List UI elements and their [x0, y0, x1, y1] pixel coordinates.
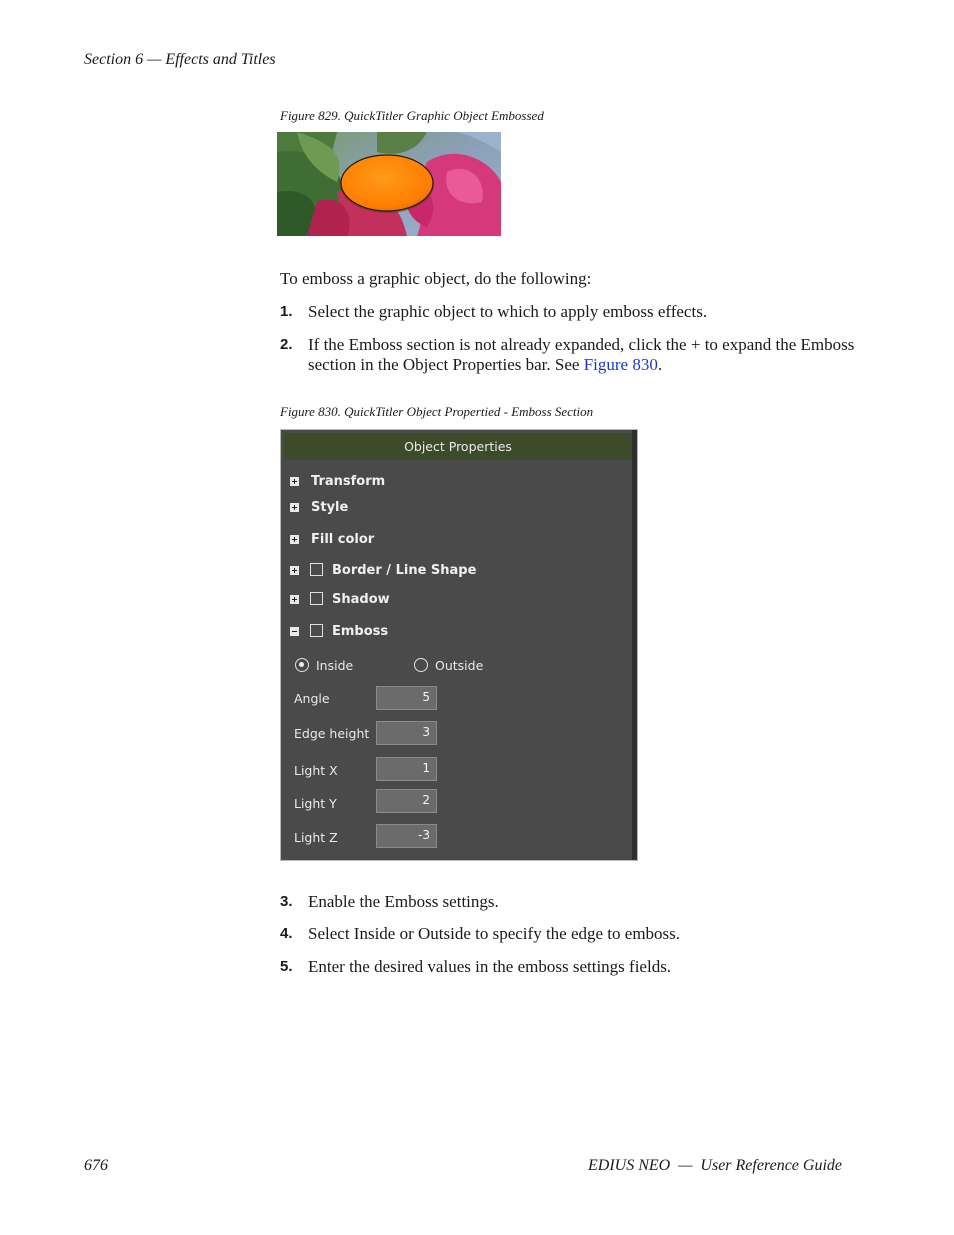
panel-scroll-edge	[632, 430, 637, 860]
outside-label: Outside	[435, 658, 484, 673]
emboss-enable-checkbox[interactable]	[310, 624, 323, 637]
panel-title: Object Properties	[284, 433, 632, 460]
light-y-input[interactable]: 2	[376, 789, 437, 813]
step-text-before: If the Emboss section is not already expanded, click the + to expand the Emboss section in the Object Properties bar. See	[308, 335, 855, 374]
step-number: 4.	[280, 925, 293, 942]
light-z-input[interactable]: -3	[376, 824, 437, 848]
outside-radio[interactable]	[414, 658, 428, 672]
intro-text: To emboss a graphic object, do the following:	[280, 269, 592, 288]
collapse-minus-icon[interactable]	[290, 627, 299, 636]
section-label: Border / Line Shape	[332, 563, 477, 578]
step-3	[280, 892, 860, 912]
expand-plus-icon[interactable]	[290, 503, 299, 512]
light-z-label: Light Z	[294, 830, 338, 845]
light-x-label: Light X	[294, 763, 338, 778]
step-5	[280, 957, 860, 977]
angle-input[interactable]: 5	[376, 686, 437, 710]
expand-plus-icon[interactable]	[290, 535, 299, 544]
edge-height-input[interactable]: 3	[376, 721, 437, 745]
step-text-after: .	[657, 355, 663, 374]
step-number: 3.	[280, 893, 293, 910]
step-text: Enter the desired values in the emboss settings fields.	[308, 957, 672, 976]
angle-label: Angle	[294, 691, 330, 706]
section-label: Emboss	[332, 624, 389, 639]
step-number: 1.	[280, 303, 293, 320]
inside-label: Inside	[316, 658, 354, 673]
object-properties-panel	[280, 429, 638, 861]
figure-830-link[interactable]: Figure 830	[583, 355, 658, 374]
section-header: Section 6 — Effects and Titles	[84, 51, 276, 68]
light-y-label: Light Y	[294, 796, 337, 811]
step-text	[308, 335, 860, 375]
figure-830-caption: Figure 830. QuickTitler Object Propertied - Emboss Section	[280, 404, 594, 419]
figure-829-caption: Figure 829. QuickTitler Graphic Object Embossed	[280, 108, 544, 123]
section-label: Shadow	[332, 592, 390, 607]
inside-radio[interactable]	[295, 658, 309, 672]
expand-plus-icon[interactable]	[290, 477, 299, 486]
guide-title: EDIUS NEO — User Reference Guide	[587, 1157, 842, 1174]
step-2	[280, 335, 860, 375]
expand-plus-icon[interactable]	[290, 595, 299, 604]
section-label: Fill color	[311, 532, 375, 547]
section-label: Style	[311, 500, 349, 515]
step-number: 2.	[280, 336, 293, 353]
step-text: Enable the Emboss settings.	[308, 892, 499, 911]
edge-height-label: Edge height	[294, 726, 370, 741]
step-4	[280, 924, 860, 944]
expand-plus-icon[interactable]	[290, 566, 299, 575]
border-enable-checkbox[interactable]	[310, 563, 323, 576]
step-text: Select the graphic object to which to apply emboss effects.	[308, 302, 708, 321]
section-label: Transform	[311, 474, 386, 489]
page-number: 676	[84, 1157, 108, 1174]
shadow-enable-checkbox[interactable]	[310, 592, 323, 605]
step-number: 5.	[280, 958, 293, 975]
panel-body	[284, 433, 632, 860]
light-x-input[interactable]: 1	[376, 757, 437, 781]
step-1	[280, 302, 860, 322]
embossed-graphic-image	[277, 132, 501, 236]
step-text: Select Inside or Outside to specify the edge to emboss.	[308, 924, 681, 943]
